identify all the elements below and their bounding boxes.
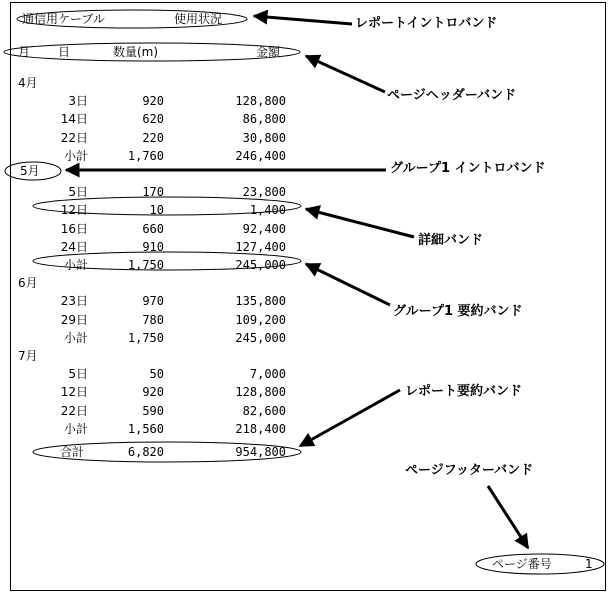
report-title-left: 通信用ケーブル	[22, 12, 105, 26]
page-header-band-ellipse	[4, 43, 300, 61]
detail-quantity: 780	[142, 313, 164, 327]
detail-day: 14日	[60, 112, 88, 126]
detail-quantity: 920	[142, 94, 164, 108]
detail-day: 3日	[68, 94, 88, 108]
detail-quantity: 170	[142, 185, 164, 199]
detail-amount: 23,800	[242, 185, 286, 199]
arrow-report-summary	[300, 390, 400, 446]
detail-amount: 92,400	[242, 222, 286, 236]
detail-amount: 82,600	[242, 404, 286, 418]
subtotal-amount: 245,000	[235, 258, 286, 272]
grand-total-amount: 954,800	[235, 445, 286, 459]
detail-day: 5日	[68, 367, 88, 381]
label-group-summary-band: グループ1 要約バンド	[393, 304, 523, 319]
subtotal-label: 小計	[63, 331, 88, 345]
month-label: 5月	[20, 164, 40, 178]
detail-quantity: 660	[142, 222, 164, 236]
report-summary-band-ellipse	[33, 442, 301, 462]
detail-amount: 127,400	[235, 240, 286, 254]
subtotal-quantity: 1,750	[127, 258, 164, 272]
detail-amount: 30,800	[242, 131, 286, 145]
detail-band-ellipse	[33, 197, 301, 215]
detail-amount: 86,800	[242, 112, 286, 126]
detail-day: 12日	[60, 203, 88, 217]
detail-day: 23日	[60, 294, 88, 308]
label-report-intro-band: レポートイントロバンド	[355, 16, 498, 31]
group-summary-band-ellipse	[33, 252, 301, 270]
subtotal-amount: 246,400	[235, 149, 286, 163]
detail-quantity: 620	[142, 112, 164, 126]
detail-quantity: 10	[149, 203, 164, 217]
page-footer-band-ellipse	[476, 554, 604, 574]
grand-total-quantity: 6,820	[127, 445, 164, 459]
detail-day: 12日	[60, 385, 88, 399]
detail-amount: 135,800	[235, 294, 286, 308]
detail-amount: 128,800	[235, 94, 286, 108]
header-day: 日	[58, 45, 71, 59]
detail-day: 24日	[60, 240, 88, 254]
subtotal-amount: 245,000	[235, 331, 286, 345]
detail-quantity: 50	[149, 367, 164, 381]
arrow-detail	[306, 209, 414, 237]
detail-quantity: 590	[142, 404, 164, 418]
label-group-intro-band: グループ1 イントロバンド	[390, 161, 546, 176]
detail-quantity: 970	[142, 294, 164, 308]
label-detail-band: 詳細バンド	[418, 233, 484, 248]
detail-quantity: 910	[142, 240, 164, 254]
detail-day: 16日	[60, 222, 88, 236]
detail-day: 22日	[60, 131, 88, 145]
detail-day: 29日	[60, 313, 88, 327]
subtotal-label: 小計	[63, 258, 88, 272]
detail-quantity: 920	[142, 385, 164, 399]
subtotal-label: 小計	[63, 149, 88, 163]
arrow-page-header	[306, 56, 385, 92]
month-label: 7月	[18, 349, 38, 363]
label-page-header-band: ページヘッダーバンド	[387, 88, 517, 103]
report-title-right: 使用状況	[174, 12, 223, 26]
detail-amount: 7,000	[249, 367, 286, 381]
detail-amount: 1,400	[249, 203, 286, 217]
detail-amount: 128,800	[235, 385, 286, 399]
header-amount: 金額	[256, 45, 281, 59]
group-intro-band-ellipse	[5, 162, 61, 180]
footer-page-number: 1	[585, 557, 593, 571]
label-page-footer-band: ページフッターバンド	[405, 463, 534, 478]
arrow-group-summary	[306, 264, 390, 305]
arrow-report-intro	[254, 16, 352, 24]
report-intro-band-ellipse	[17, 10, 247, 28]
month-label: 4月	[18, 76, 38, 90]
subtotal-amount: 218,400	[235, 422, 286, 436]
subtotal-quantity: 1,560	[127, 422, 164, 436]
header-quantity: 数量(m)	[113, 45, 159, 59]
grand-total-label: 合計	[60, 445, 85, 459]
subtotal-quantity: 1,760	[127, 149, 164, 163]
subtotal-quantity: 1,750	[127, 331, 164, 345]
detail-day: 22日	[60, 404, 88, 418]
footer-page-label: ページ番号	[492, 557, 552, 571]
arrow-page-footer	[488, 486, 528, 548]
header-month: 月	[18, 45, 31, 59]
detail-quantity: 220	[142, 131, 164, 145]
detail-amount: 109,200	[235, 313, 286, 327]
detail-day: 5日	[68, 185, 88, 199]
month-label: 6月	[18, 276, 38, 290]
label-report-summary-band: レポート要約バンド	[405, 384, 523, 399]
subtotal-label: 小計	[63, 422, 88, 436]
